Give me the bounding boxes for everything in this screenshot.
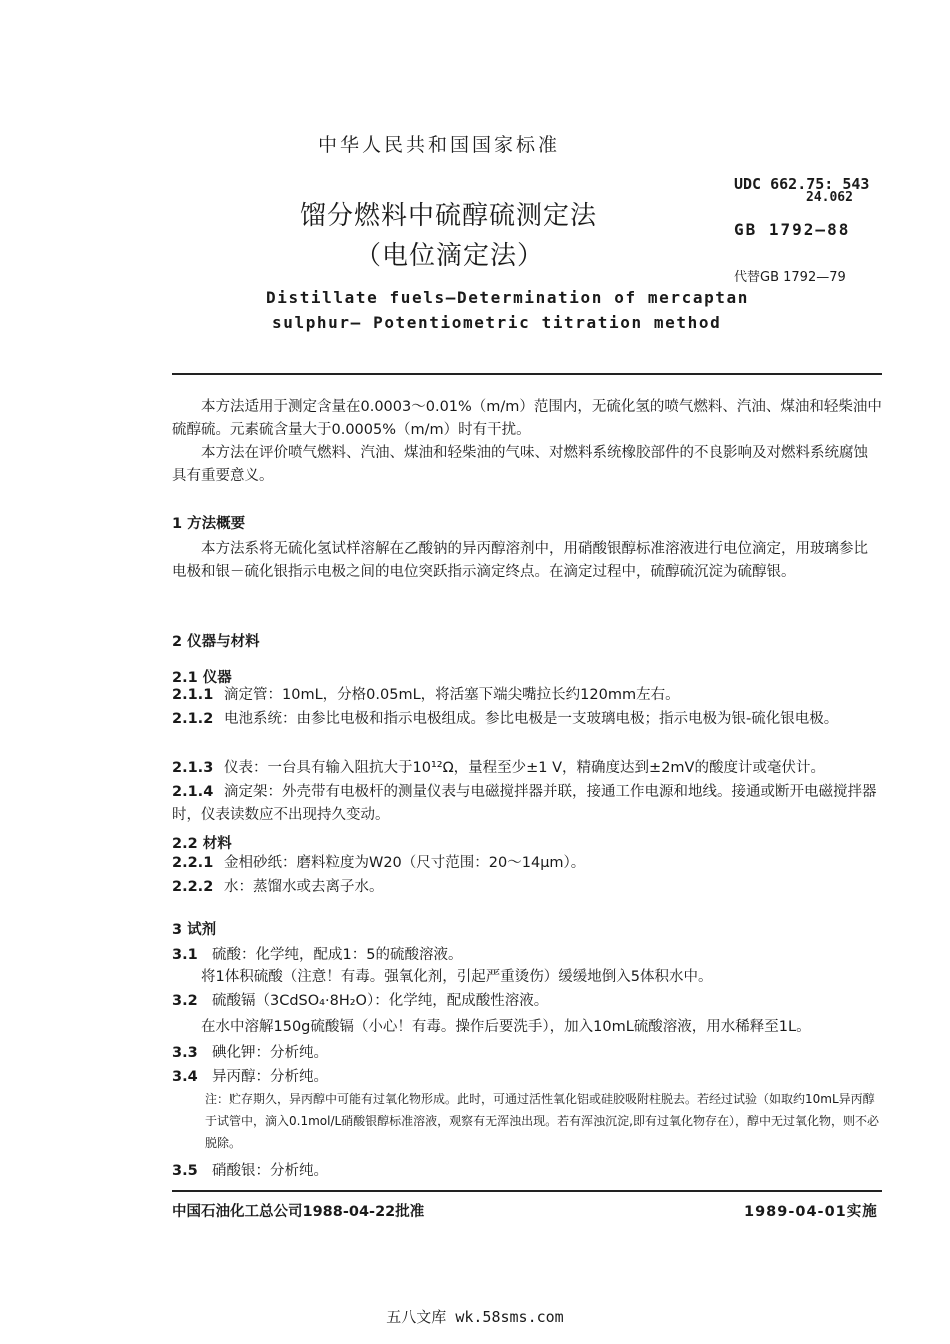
clause-number: 2.1.4 [172, 784, 214, 800]
replaces-note: 代替GB 1792—79 [734, 270, 846, 285]
clause-3-1 [172, 944, 882, 967]
effective-date: 1989-04-01实施 [744, 1204, 878, 1220]
clause-3-4 [172, 1066, 882, 1089]
clause-number: 2.2.2 [172, 879, 214, 895]
clause-text: 电池系统：由参比电极和指示电极组成。参比电极是一支玻璃电极；指示电极为银-硫化银电极。 [224, 711, 839, 727]
clause-text: 异丙醇：分析纯。 [212, 1069, 328, 1085]
clause-text: 滴定架：外壳带有电极杆的测量仪表与电磁搅拌器并联，接通工作电源和地线。接通或断开电磁搅拌器时，仪表读数应不出现持久变动。 [172, 784, 877, 823]
header-divider [172, 373, 882, 375]
clause-text: 滴定管：10mL，分格0.05mL，将活塞下端尖嘴拉长约120mm左右。 [224, 687, 680, 703]
footer-divider [172, 1190, 882, 1192]
clause-text: 碘化钾：分析纯。 [212, 1045, 328, 1061]
clause-text: 硝酸银：分析纯。 [212, 1163, 328, 1179]
udc-code-cont: 24.062 [806, 190, 853, 205]
clause-2-1-1 [172, 684, 882, 707]
clause-2-1-3 [172, 757, 882, 780]
section-3-heading: 3 试剂 [172, 922, 217, 938]
section-1-body [172, 538, 882, 584]
section-2-2-heading: 2.2 材料 [172, 836, 232, 852]
section-2-heading: 2 仪器与材料 [172, 634, 260, 650]
clause-number: 2.1.3 [172, 760, 214, 776]
clause-2-1-2 [172, 708, 882, 731]
clause-number: 3.4 [172, 1069, 198, 1085]
udc-code: UDC 662.75: 543 [734, 175, 870, 193]
english-title-line1: Distillate fuels—Determination of mercaptan [266, 288, 750, 307]
clause-number: 2.1.1 [172, 687, 214, 703]
intro-paragraph-1: 本方法适用于测定含量在0.0003～0.01%（m/m）范围内，无硫化氢的喷气燃料、汽油、煤油和轻柴油中硫醇硫。元素硫含量大于0.0005%（m/m）时有干扰。 [172, 399, 882, 438]
clause-2-2-2 [172, 876, 882, 899]
clause-3-4-note: 注：贮存期久，异丙醇中可能有过氧化物形成。此时，可通过活性氧化铝或硅胶吸附柱脱去。若经过试验（如取约10mL异丙醇于试管中，滴入0.1mol/L硝酸银醇标准溶液，观察有无浑浊出现。若有浑浊沉淀,即有过氧化物存在），醇中无过氧化物，则不必脱除。 [205, 1092, 879, 1150]
clause-text: 硫酸镉（3CdSO₄·8H₂O）：化学纯，配成酸性溶液。 [212, 993, 549, 1009]
clause-text: 金相砂纸：磨料粒度为W20（尺寸范围：20～14μm）。 [224, 855, 586, 871]
clause-2-2-1 [172, 852, 882, 875]
clause-3-5 [172, 1160, 882, 1183]
clause-3-1-detail: 将1体积硫酸（注意！有毒。强氧化剂，引起严重烫伤）缓缓地倒入5体积水中。 [201, 969, 713, 985]
intro-block [172, 396, 882, 488]
clause-number: 2.1.2 [172, 711, 214, 727]
clause-3-3 [172, 1042, 882, 1065]
gb-number: GB 1792—88 [734, 220, 851, 239]
site-watermark: 五八文库 wk.58sms.com [386, 1308, 564, 1326]
clause-number: 2.2.1 [172, 855, 214, 871]
national-standard-heading: 中华人民共和国国家标准 [318, 134, 561, 156]
document-title: 馏分燃料中硫醇硫测定法 [300, 201, 598, 231]
section-1-heading: 1 方法概要 [172, 516, 246, 532]
clause-text: 水：蒸馏水或去离子水。 [224, 879, 384, 895]
clause-number: 3.5 [172, 1163, 198, 1179]
clause-text: 仪表：一台具有输入阻抗大于10¹²Ω，量程至少±1 V，精确度达到±2mV的酸度计或毫伏计。 [224, 760, 825, 776]
clause-number: 3.1 [172, 947, 198, 963]
clause-text: 硫酸：化学纯，配成1：5的硫酸溶液。 [212, 947, 463, 963]
clause-number: 3.3 [172, 1045, 198, 1061]
section-1-text: 本方法系将无硫化氢试样溶解在乙酸钠的异丙醇溶剂中，用硝酸银醇标准溶液进行电位滴定，用玻璃参比电极和银－硫化银指示电极之间的电位突跃指示滴定终点。在滴定过程中，硫醇硫沉淀为硫醇银。 [172, 541, 868, 580]
clause-3-2 [172, 990, 882, 1013]
clause-3-2-detail: 在水中溶解150g硫酸镉（小心！有毒。操作后要洗手），加入10mL硫酸溶液，用水稀释至1L。 [201, 1019, 811, 1035]
english-title-line2: sulphur— Potentiometric titration method [272, 313, 722, 332]
clause-2-1-4 [172, 781, 882, 827]
section-2-1-heading: 2.1 仪器 [172, 670, 232, 686]
approval-date: 中国石油化工总公司1988-04-22批准 [172, 1204, 425, 1220]
clause-number: 3.2 [172, 993, 198, 1009]
intro-paragraph-2: 本方法在评价喷气燃料、汽油、煤油和轻柴油的气味、对燃料系统橡胶部件的不良影响及对燃料系统腐蚀具有重要意义。 [172, 445, 868, 484]
document-subtitle: （电位滴定法） [355, 241, 545, 271]
